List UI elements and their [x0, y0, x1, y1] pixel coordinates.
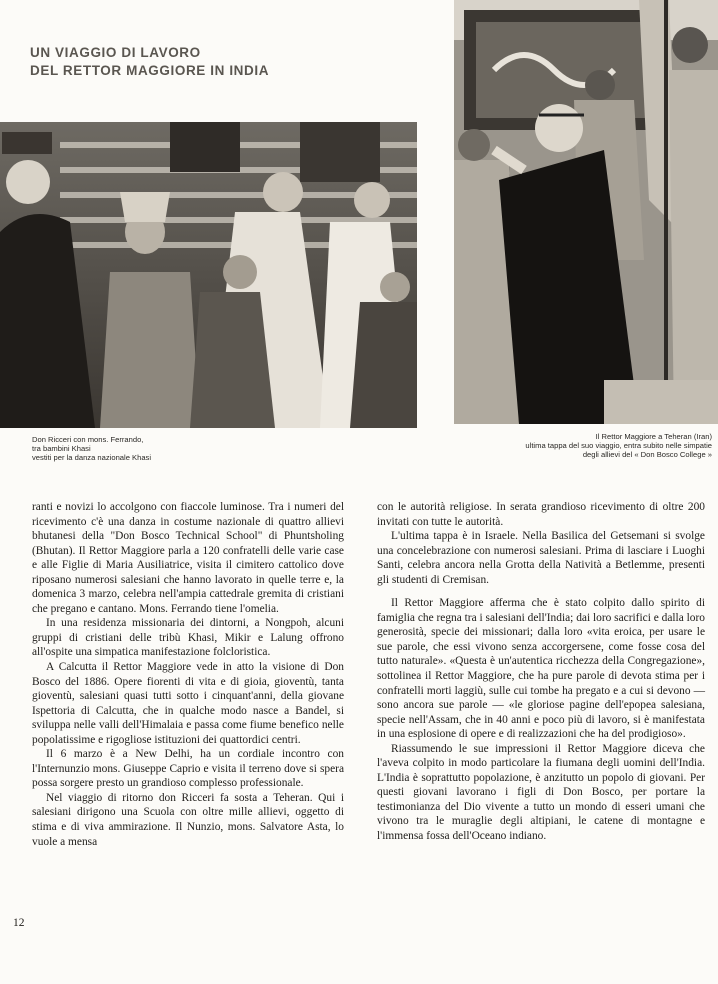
paragraph: con le autorità religiose. In serata grandioso ricevimento di oltre 200 invitati con tutte le autorità.	[377, 501, 705, 528]
caption-right-line: degli allievi del « Don Bosco College »	[582, 450, 712, 460]
paragraph: A Calcutta il Rettor Maggiore vede in atto la visione di Don Bosco del 1886. Opere fiorenti di vita e di gioia, gioventù, tanta gioventù, salesiani quasi tutti sotto i cinquant'anni, della giovane Ispettoria di Calcutta, che in qualche modo nasce a Bandel, si sviluppa nelle valli dell'Himalaia e passa come fiume benefico nelle popolatissime e rigogliose istituzioni dei quattordici centri.	[32, 661, 344, 746]
paragraph: L'ultima tappa è in Israele. Nella Basilica del Getsemani si svolge una concelebrazione con numerosi salesiani. Prima di lasciare i Luoghi Santi, celebra ancora nella Grotta della Natività a Betlemme, presenti gli studenti di Cremisan.	[377, 530, 705, 586]
article-column-right	[377, 500, 705, 844]
photo-khasi-dance-image	[0, 122, 417, 428]
caption-left-line: Don Ricceri con mons. Ferrando,	[32, 435, 144, 444]
paragraph: In una residenza missionaria dei dintorni, a Nongpoh, alcuni gruppi di cristiani delle tribù Khasi, Mikir e Lalung offrono all'ospite una simpatica manifestazione folcloristica.	[32, 617, 344, 659]
caption-right-line: Il Rettor Maggiore a Teheran (Iran)	[595, 432, 712, 441]
paragraph: ranti e novizi lo accolgono con fiaccole luminose. Tra i numeri del ricevimento c'è una danza in costume nazionale di quattro allievi bhutanesi della "Don Bosco Technical School" di Phuntsholing (Bhutan). Il Rettor Maggiore parla a 120 confratelli delle varie case e alle Figlie di Maria Ausiliatrice, visita il cimitero cattolico dove riposano numerosi salesiani che hanno lavorato in quelle terre e, la domenica 3 marzo, celebra nell'ampia cattedrale gremita di cristiani che pregano e cantano. Mons. Ferrando tiene l'omelia.	[32, 501, 344, 615]
paragraph: Nel viaggio di ritorno don Ricceri fa sosta a Teheran. Qui i salesiani dirigono una Scuola con oltre mille allievi, oggetto di stima e di viva ammirazione. Il Nunzio, mons. Salvatore Asta, lo vuole a mensa	[32, 791, 344, 848]
article-column-left	[32, 500, 344, 849]
paragraph: Riassumendo le sue impressioni il Rettor Maggiore diceva che l'aveva colpito in modo particolare la fiumana degli uomini dell'India. L'India è soprattutto popolazione, è anzitutto un popolo di giovani. Per questi giovani lavorano i figli di Don Bosco, per portare la testimonianza del Dio vivente a tutto un mondo di esseri umani che vivono tra le muraglie degli altipiani, le catene di montagne e l'immensa fossa dell'Oceano indiano.	[377, 742, 705, 843]
paragraph: Il Rettor Maggiore afferma che è stato colpito dallo spirito di famiglia che regna tra i salesiani dell'India; dai loro sacrifici e dalla loro generosità, specie dei missionari; dalla loro «vita eroica, per usare le sue parole, che essi vivono senza accorgersene, come fosse cosa del tutto naturale». «Questa è un'autentica ricchezza della Congregazione», sottolinea il Rettor Maggiore, che ha pure parole di devota stima per i confratelli morti laggiù, sulle cui tombe ha pregato e a cui si devono — sono ancora sue parole — «le gloriose pagine dell'epopea salesiana, specie nell'Assam, che in 40 anni e poco più di lavoro, si è manifestata in una esplosione di opere e di realizzazioni che ha del prodigioso».	[377, 597, 705, 741]
photo-teheran-students	[454, 0, 718, 424]
caption-right-line: ultima tappa del suo viaggio, entra subito nelle simpatie	[525, 441, 712, 451]
caption-left	[32, 435, 151, 463]
caption-left-line: vestiti per la danza nazionale Khasi	[32, 453, 152, 463]
photo-teheran-students-image	[454, 0, 718, 424]
caption-right	[525, 432, 712, 460]
article-title-line-2: DEL RETTOR MAGGIORE IN INDIA	[30, 63, 270, 78]
caption-left-line: tra bambini Khasi	[32, 444, 91, 454]
page-number: 12	[13, 917, 25, 929]
article-title-line-1: UN VIAGGIO DI LAVORO	[30, 45, 201, 60]
article-title	[30, 44, 269, 80]
photo-khasi-dance	[0, 122, 417, 428]
paragraph: Il 6 marzo è a New Delhi, ha un cordiale incontro con l'Internunzio mons. Giuseppe Caprio e visita il terreno dove si spera possa sorgere presto un grandioso complesso professionale.	[32, 748, 344, 790]
